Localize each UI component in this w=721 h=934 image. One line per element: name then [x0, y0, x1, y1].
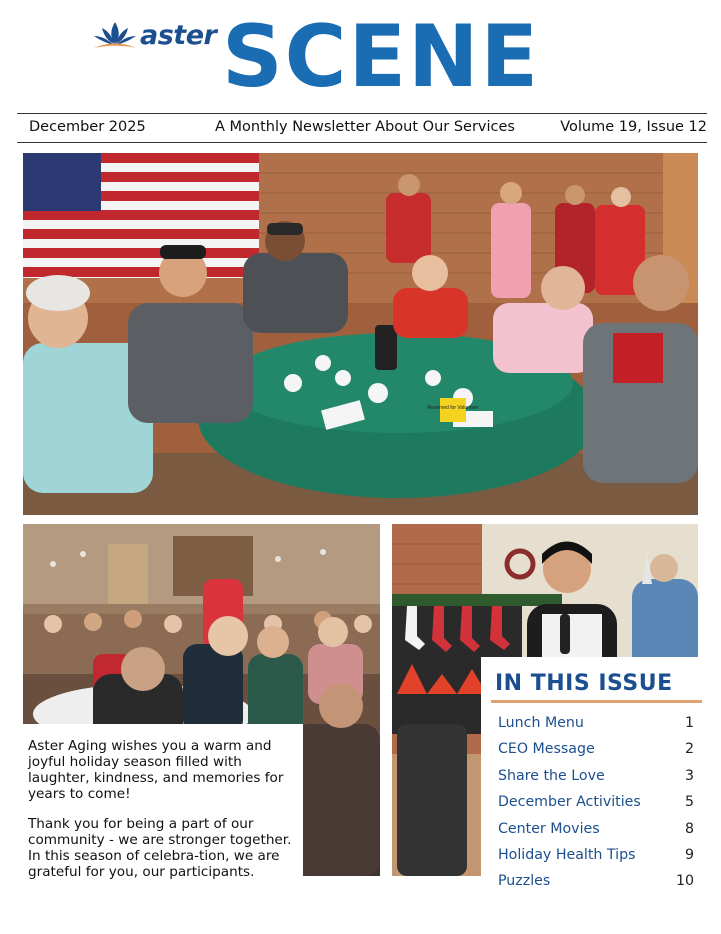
toc-item-lunch-menu[interactable] [498, 715, 694, 741]
holiday-greeting [23, 724, 303, 904]
greeting-paragraph-2: Thank you for being a part of our community - we are stronger together. In this season of celebra-tion, we are grateful for you, our participants. [28, 816, 292, 880]
us-flag [23, 153, 259, 278]
toc-item-label: Lunch Menu [498, 715, 584, 731]
toc-heading: IN THIS ISSUE [495, 671, 673, 696]
info-bar [17, 113, 707, 143]
toc-item-page: 1 [684, 715, 694, 731]
toc-item-page: 9 [684, 846, 694, 863]
issue-volume: Volume 19, Issue 12 [560, 119, 707, 135]
newsletter-tagline: A Monthly Newsletter About Our Services [215, 119, 515, 135]
issue-date: December 2025 [29, 119, 146, 135]
toc-item-label: Share the Love [498, 767, 605, 784]
toc-item-page: 2 [684, 741, 694, 758]
logo-word: aster [140, 20, 217, 51]
lotus-icon [92, 18, 138, 54]
in-this-issue [481, 657, 707, 897]
toc-list [498, 715, 694, 900]
toc-item-label: Center Movies [498, 820, 600, 837]
main-photo [23, 153, 698, 515]
reserved-sign: Reserved for Volunteer [427, 405, 479, 411]
toc-item-page: 5 [684, 794, 694, 811]
toc-item-label: Puzzles [498, 873, 551, 890]
toc-item-label: December Activities [498, 794, 641, 811]
toc-item-label: CEO Message [498, 741, 595, 758]
toc-item-ceo-message[interactable] [498, 741, 694, 767]
toc-item-page: 10 [675, 873, 694, 890]
toc-item-puzzles[interactable] [498, 873, 694, 899]
toc-item-december-activities[interactable] [498, 794, 694, 820]
toc-item-page: 3 [684, 767, 694, 784]
toc-item-page: 8 [684, 820, 694, 837]
toc-item-center-movies[interactable] [498, 821, 694, 847]
greeting-paragraph-1: Aster Aging wishes you a warm and joyful holiday season filled with laughter, kindness, and memories for years to come! [28, 738, 284, 802]
aster-logo [92, 18, 222, 58]
toc-item-holiday-health-tips[interactable] [498, 847, 694, 873]
toc-divider [491, 700, 702, 703]
newsletter-title: SCENE [222, 7, 541, 107]
toc-item-label: Holiday Health Tips [498, 846, 636, 863]
masthead [0, 0, 721, 110]
toc-item-share-the-love[interactable] [498, 768, 694, 794]
